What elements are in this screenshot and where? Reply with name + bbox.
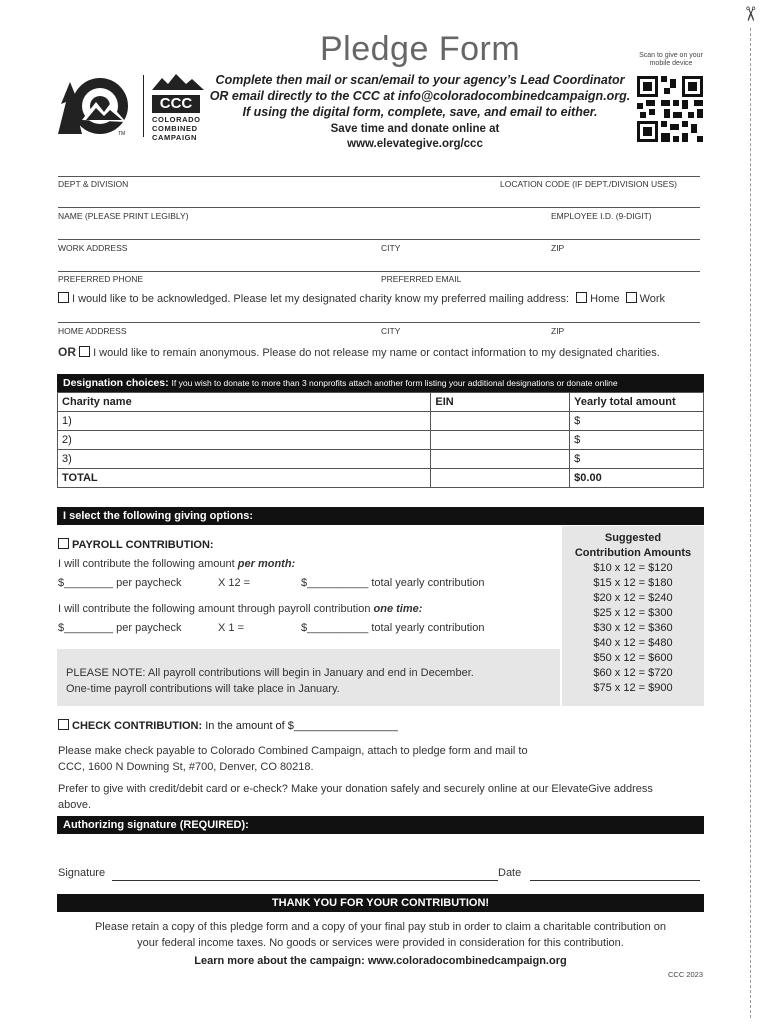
work-address-line[interactable] <box>58 239 700 240</box>
check-label: CHECK CONTRIBUTION: <box>72 720 203 732</box>
home-address-line[interactable] <box>58 322 700 323</box>
col-ein: EIN <box>431 393 570 412</box>
suggested-title2: Contribution Amounts <box>574 547 692 559</box>
phone-label: PREFERRED PHONE <box>58 274 144 284</box>
anonymous-row <box>58 345 660 359</box>
signature-bar: Authorizing signature (REQUIRED): <box>57 816 704 834</box>
retain-2: your federal income taxes. No goods or services were provided in consideration for this contribution. <box>137 937 624 949</box>
logo-line3: CAMPAIGN <box>152 133 198 142</box>
ccc-label: CCC <box>152 95 200 113</box>
work-checkbox[interactable] <box>626 292 637 303</box>
online-note <box>300 122 530 152</box>
zip-label: ZIP <box>551 243 565 253</box>
monthly-multiplier: X 12 = <box>218 577 251 589</box>
email-label: PREFERRED EMAIL <box>381 274 462 284</box>
scan-text: Scan to give on your mobile device <box>639 52 703 67</box>
payroll-note <box>66 665 474 697</box>
check-payable-1: Please make check payable to Colorado Combined Campaign, attach to pledge form and mail to <box>58 745 528 757</box>
online-line1: Save time and donate online at <box>330 123 500 135</box>
suggested-item: $75 x 12 = $900 <box>593 682 673 694</box>
payroll-checkbox[interactable] <box>58 538 69 549</box>
retain-1: Please retain a copy of this pledge form and a copy of your final pay stub in order to claim a charitable contribution on <box>94 921 667 933</box>
acknowledge-row <box>58 292 665 305</box>
prefer-online <box>58 781 708 813</box>
one-time-emphasis: one time: <box>373 603 423 615</box>
col-amount: Yearly total amount <box>570 393 704 412</box>
total-label: TOTAL <box>58 469 431 488</box>
location-code-label: LOCATION CODE (IF DEPT./DIVISION USES) <box>500 179 677 189</box>
designation-title: Designation choices: <box>63 377 169 389</box>
per-month-emphasis: per month: <box>237 558 296 570</box>
dept-line[interactable] <box>58 176 700 177</box>
subtitle <box>205 72 635 120</box>
check-payable-2: CCC, 1600 N Downing St, #700, Denver, CO 80218. <box>58 761 314 773</box>
row-num[interactable]: 1) <box>58 412 431 431</box>
dept-label: DEPT & DIVISION <box>58 179 129 189</box>
designation-table <box>57 392 704 488</box>
check-payable <box>58 743 528 775</box>
suggested-item: $50 x 12 = $600 <box>593 652 673 664</box>
suggested-title1: Suggested <box>604 532 662 544</box>
colorado-logo <box>52 72 132 136</box>
city2-label: CITY <box>381 326 401 336</box>
check-row <box>58 719 398 732</box>
signature-label: Signature <box>58 867 106 879</box>
row-num[interactable]: 3) <box>58 450 431 469</box>
suggested-item: $10 x 12 = $120 <box>593 562 673 574</box>
date-label: Date <box>498 867 522 879</box>
suggested-item: $40 x 12 = $480 <box>593 637 673 649</box>
per-month-text: I will contribute the following amount <box>58 558 235 570</box>
suggested-item: $20 x 12 = $240 <box>593 592 673 604</box>
name-line[interactable] <box>58 207 700 208</box>
anonymous-checkbox[interactable] <box>79 346 90 357</box>
subtitle-line1: Complete then mail or scan/email to your agency’s Lead Coordinator <box>215 73 625 87</box>
total-ein-cell <box>431 469 570 488</box>
amount-cell[interactable]: $ <box>570 431 704 450</box>
suggested-item: $15 x 12 = $180 <box>593 577 673 589</box>
city-label: CITY <box>381 243 401 253</box>
amount-cell[interactable]: $ <box>570 450 704 469</box>
home-address-label: HOME ADDRESS <box>58 326 127 336</box>
one-time-line <box>58 603 422 615</box>
one-time-amount-field[interactable]: $________ per paycheck <box>58 622 182 634</box>
col-charity: Charity name <box>58 393 431 412</box>
total-row <box>58 469 704 488</box>
prefer-1: Prefer to give with credit/debit card or e-check? Make your donation safely and securely online at our ElevateGive address <box>58 783 653 795</box>
learn-more-link[interactable]: Learn more about the campaign: www.coloradocombinedcampaign.org <box>194 955 567 967</box>
qr-code <box>637 76 703 142</box>
thanks-bar: THANK YOU FOR YOUR CONTRIBUTION! <box>57 894 704 912</box>
per-month-line <box>58 558 295 570</box>
check-amount-field[interactable]: In the amount of $_________________ <box>205 720 398 732</box>
phone-line[interactable] <box>58 271 700 272</box>
ein-cell[interactable] <box>431 450 570 469</box>
or-label: OR <box>58 345 76 359</box>
zip2-label: ZIP <box>551 326 565 336</box>
ccc-wordmark <box>152 74 204 142</box>
prefer-2: above. <box>58 799 92 811</box>
signature-field[interactable] <box>112 880 498 881</box>
work-label: Work <box>639 293 666 305</box>
one-time-total-field[interactable]: $__________ total yearly contribution <box>301 622 485 634</box>
suggested-item: $30 x 12 = $360 <box>593 622 673 634</box>
subtitle-line2: OR email directly to the CCC at info@coloradocombinedcampaign.org. <box>209 89 631 103</box>
total-value: $0.00 <box>570 469 704 488</box>
one-time-text: I will contribute the following amount through payroll contribution <box>58 603 371 615</box>
date-field[interactable] <box>530 880 700 881</box>
acknowledge-checkbox[interactable] <box>58 292 69 303</box>
acknowledge-text: I would like to be acknowledged. Please let my designated charity know my preferred mailing address: <box>72 293 570 305</box>
online-link[interactable]: www.elevategive.org/ccc <box>347 138 483 150</box>
suggested-item: $25 x 12 = $300 <box>593 607 673 619</box>
page-title: Pledge Form <box>320 30 521 68</box>
monthly-amount-field[interactable]: $________ per paycheck <box>58 577 182 589</box>
logo-tm: TM <box>118 131 126 137</box>
logo-line1: COLORADO <box>152 115 201 124</box>
table-row[interactable] <box>58 412 704 431</box>
mountain-icon <box>152 74 204 90</box>
ein-cell[interactable] <box>431 412 570 431</box>
monthly-total-field[interactable]: $__________ total yearly contribution <box>301 577 485 589</box>
logo-line2: COMBINED <box>152 124 198 133</box>
scissors-icon: ✂ <box>738 5 763 23</box>
designation-bar <box>57 374 704 392</box>
giving-bar: I select the following giving options: <box>57 507 704 525</box>
work-address-label: WORK ADDRESS <box>58 243 128 253</box>
table-header <box>58 393 704 412</box>
table-row[interactable] <box>58 431 704 450</box>
home-checkbox[interactable] <box>576 292 587 303</box>
one-time-multiplier: X 1 = <box>218 622 244 634</box>
note-line2: One-time payroll contributions will take place in January. <box>66 683 340 695</box>
payroll-label: PAYROLL CONTRIBUTION: <box>72 539 214 551</box>
employee-id-label: EMPLOYEE I.D. (9-DIGIT) <box>551 211 652 221</box>
anonymous-text: I would like to remain anonymous. Please do not release my name or contact information to my designated charities. <box>93 347 660 359</box>
payroll-row <box>58 538 214 551</box>
suggested-amounts <box>562 526 704 706</box>
cut-line <box>750 28 751 1018</box>
row-num[interactable]: 2) <box>58 431 431 450</box>
name-label: NAME (PLEASE PRINT LEGIBLY) <box>58 211 189 221</box>
note-line1: PLEASE NOTE: All payroll contributions will begin in January and end in December. <box>66 667 474 679</box>
designation-note: If you wish to donate to more than 3 nonprofits attach another form listing your additional designations or donate online <box>171 378 618 388</box>
check-checkbox[interactable] <box>58 719 69 730</box>
table-row[interactable] <box>58 450 704 469</box>
ein-cell[interactable] <box>431 431 570 450</box>
retain-note <box>57 919 704 951</box>
subtitle-line3: If using the digital form, complete, save, and email to either. <box>242 105 598 119</box>
home-label: Home <box>590 293 620 305</box>
form-code: CCC 2023 <box>668 970 704 979</box>
suggested-item: $60 x 12 = $720 <box>593 667 673 679</box>
logo-divider <box>143 75 144 137</box>
amount-cell[interactable]: $ <box>570 412 704 431</box>
